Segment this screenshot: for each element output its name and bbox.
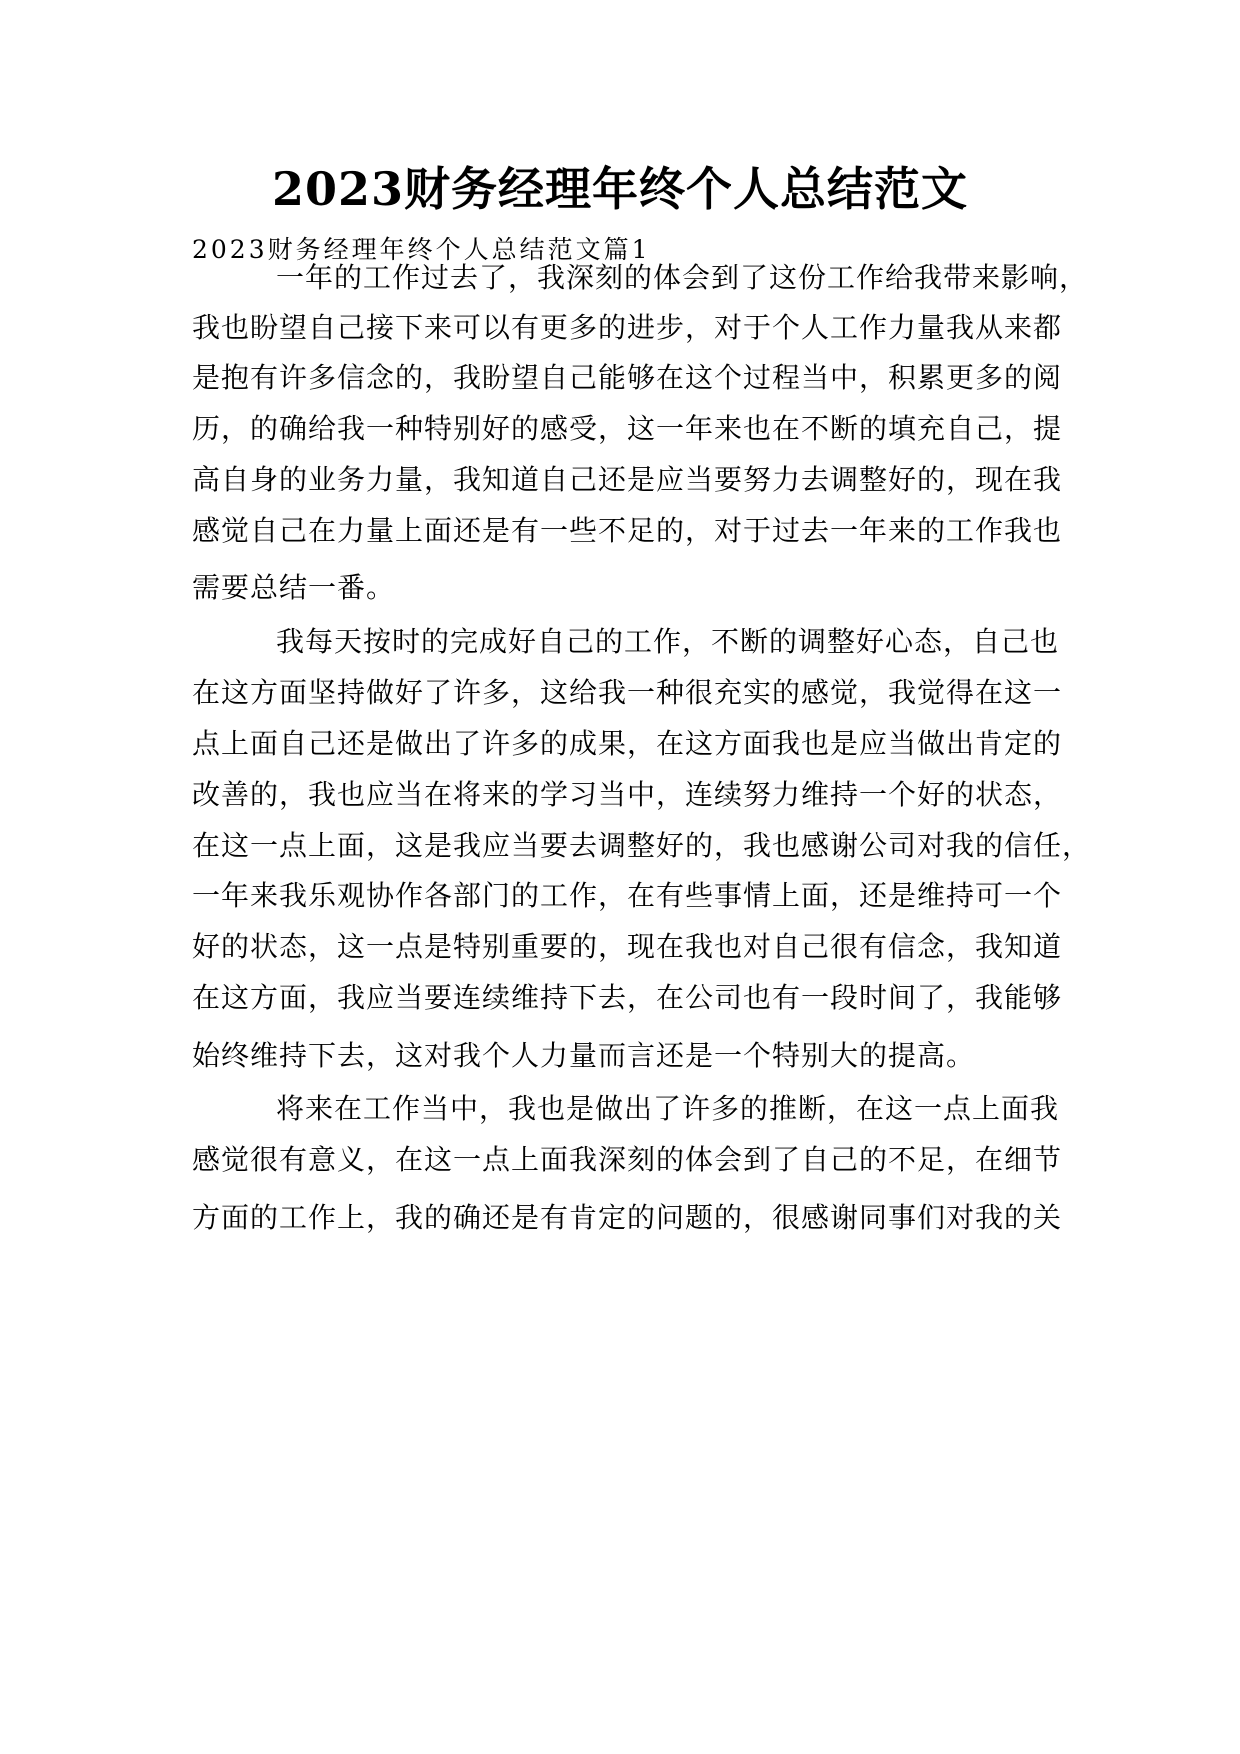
paragraph-2-line-3: 点上面自己还是做出了许多的成果，在这方面我也是应当做出肯定的: [192, 727, 1063, 760]
paragraph-2-line-6: 一年来我乐观协作各部门的工作，在有些事情上面，还是维持可一个: [192, 879, 1063, 912]
paragraph-1-line-2: 我也盼望自己接下来可以有更多的进步，对于个人工作力量我从来都: [192, 311, 1063, 344]
paragraph-1-line-6: 感觉自己在力量上面还是有一些不足的，对于过去一年来的工作我也: [192, 514, 1063, 547]
document-subtitle: 2023财务经理年终个人总结范文篇1: [192, 235, 651, 264]
paragraph-1-line-5: 高自身的业务力量，我知道自己还是应当要努力去调整好的，现在我: [192, 463, 1063, 496]
paragraph-2-line-4: 改善的，我也应当在将来的学习当中，连续努力维持一个好的状态，: [192, 778, 1063, 811]
paragraph-3-line-1: 将来在工作当中，我也是做出了许多的推断，在这一点上面我: [276, 1092, 1060, 1125]
paragraph-2-line-5: 在这一点上面，这是我应当要去调整好的，我也感谢公司对我的信任，: [192, 829, 1092, 862]
paragraph-1-line-7: 需要总结一番。: [192, 571, 396, 604]
paragraph-3-line-3: 方面的工作上，我的确还是有肯定的问题的，很感谢同事们对我的关: [192, 1201, 1063, 1234]
document-title: 2023财务经理年终个人总结范文: [271, 162, 969, 216]
paragraph-2-line-1: 我每天按时的完成好自己的工作，不断的调整好心态，自己也: [276, 625, 1060, 658]
paragraph-2-line-2: 在这方面坚持做好了许多，这给我一种很充实的感觉，我觉得在这一: [192, 676, 1063, 709]
paragraph-3-line-2: 感觉很有意义，在这一点上面我深刻的体会到了自己的不足，在细节: [192, 1143, 1063, 1176]
paragraph-2-line-8: 在这方面，我应当要连续维持下去，在公司也有一段时间了，我能够: [192, 981, 1063, 1014]
paragraph-1-line-3: 是抱有许多信念的，我盼望自己能够在这个过程当中，积累更多的阅: [192, 361, 1063, 394]
paragraph-1-line-1: 一年的工作过去了，我深刻的体会到了这份工作给我带来影响，: [276, 261, 1089, 294]
paragraph-1-line-4: 历，的确给我一种特别好的感受，这一年来也在不断的填充自己，提: [192, 412, 1063, 445]
paragraph-2-line-7: 好的状态，这一点是特别重要的，现在我也对自己很有信念，我知道: [192, 930, 1063, 963]
paragraph-2-line-9: 始终维持下去，这对我个人力量而言还是一个特别大的提高。: [192, 1039, 976, 1072]
